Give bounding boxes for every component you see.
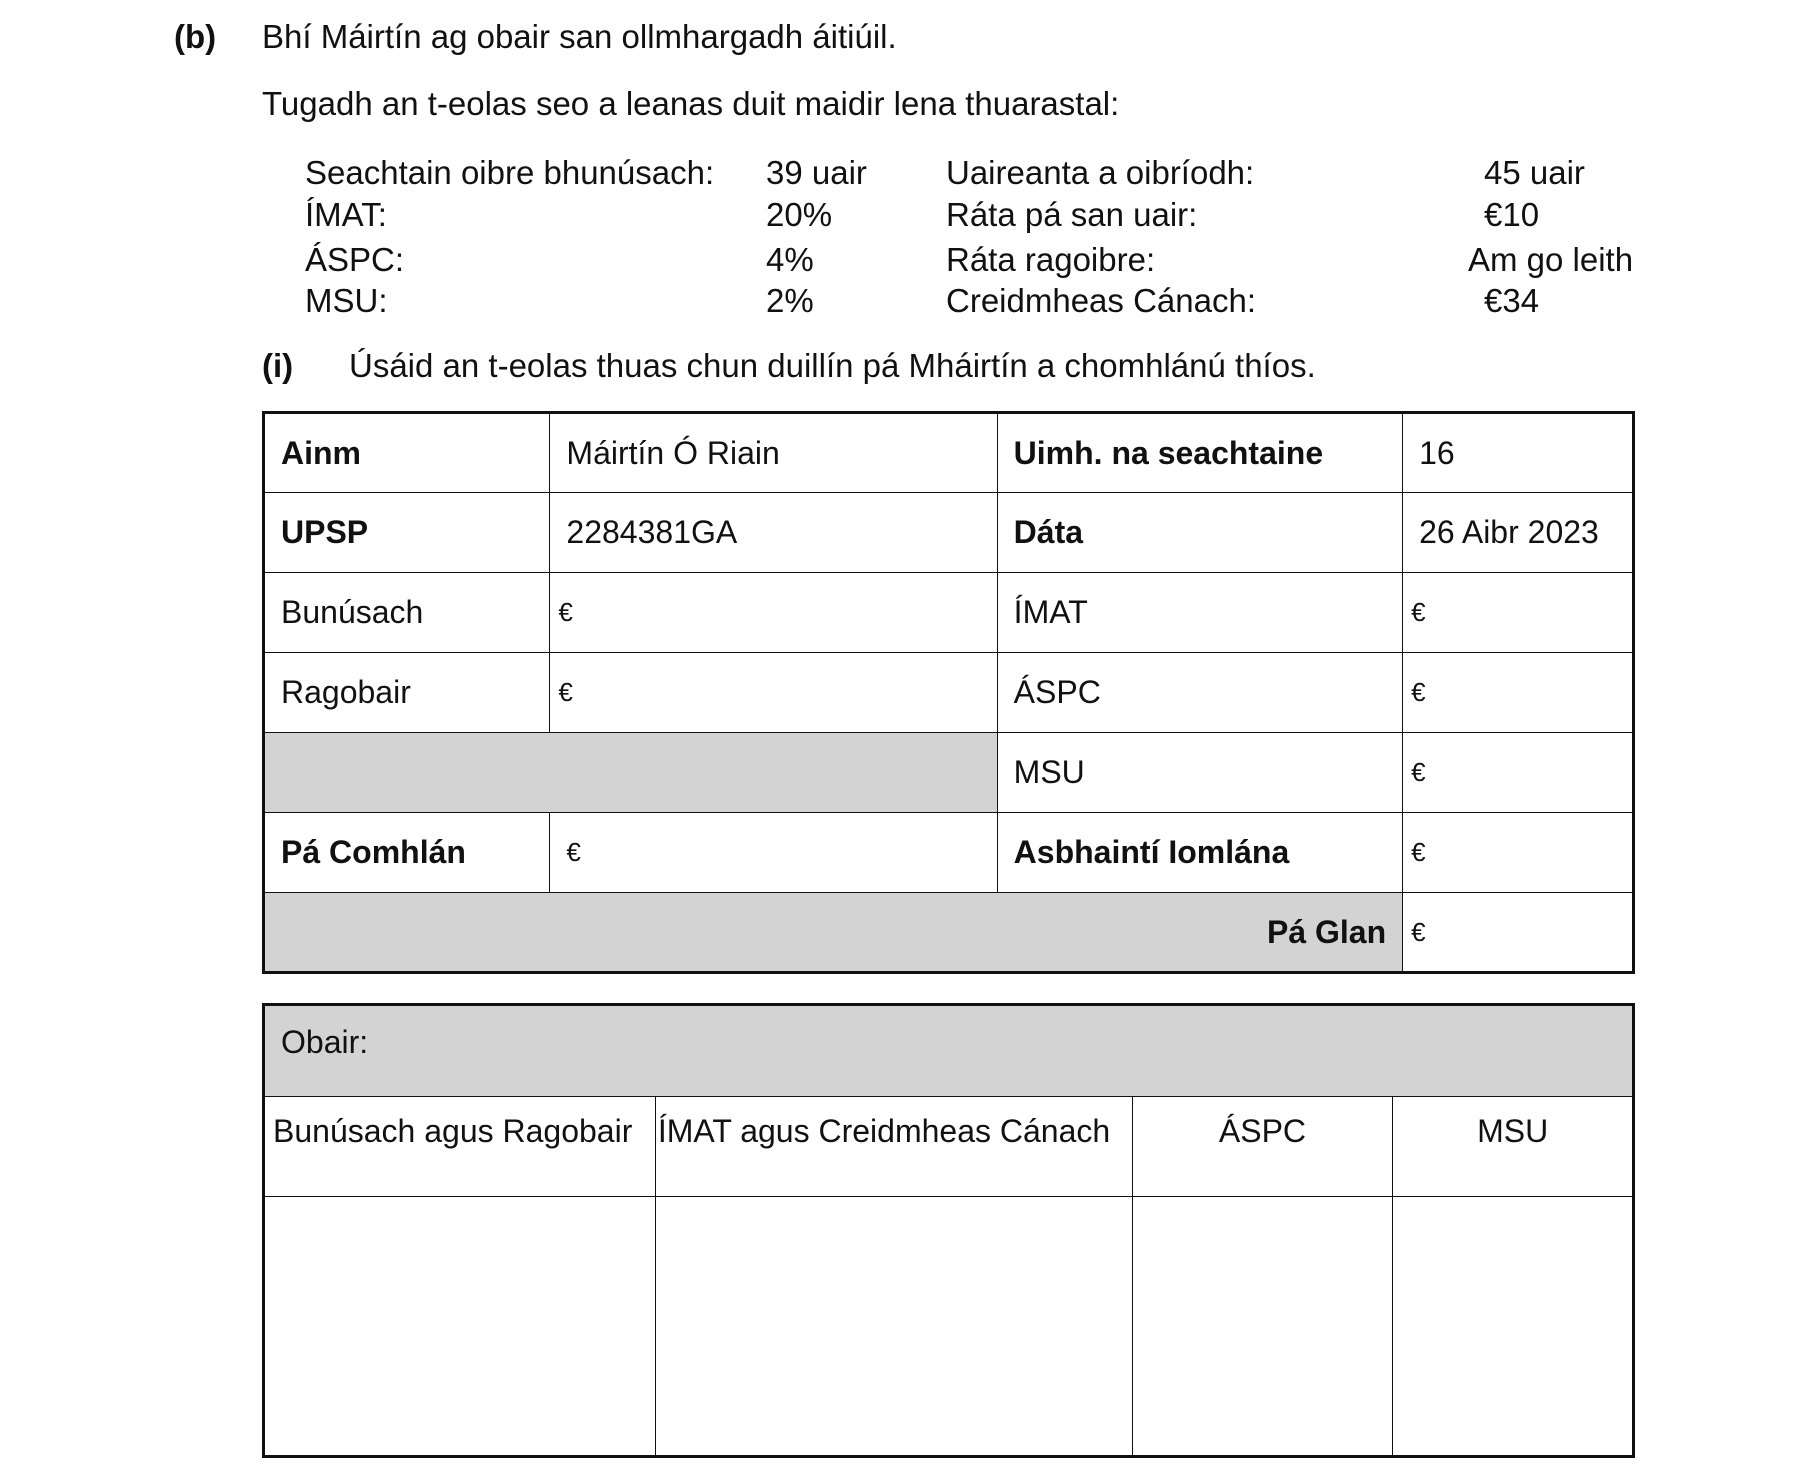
basic-amount-field[interactable]: € xyxy=(550,573,997,653)
given-left-value-3: 2% xyxy=(766,282,814,319)
given-right-label-0: Uaireanta a oibríodh: xyxy=(946,154,1255,191)
paye-amount-field[interactable]: € xyxy=(1403,573,1634,653)
workings-title: Obair: xyxy=(264,1005,1634,1097)
paye-label: ÍMAT xyxy=(997,573,1402,653)
workings-table xyxy=(262,1003,1635,1458)
overtime-label: Ragobair xyxy=(264,653,550,733)
ppsn-value: 2284381GA xyxy=(550,493,997,573)
given-right-label-1: Ráta pá san uair: xyxy=(946,196,1198,233)
payslip-row-gross xyxy=(264,813,1634,893)
name-label: Ainm xyxy=(264,413,550,493)
workings-header-row xyxy=(264,1097,1634,1197)
given-right-value-3: €34 xyxy=(1484,282,1540,319)
given-right-value-2: Am go leith xyxy=(1468,241,1634,278)
workings-col-basic-overtime: Bunúsach agus Ragobair xyxy=(264,1097,656,1197)
question-intro: Bhí Máirtín ag obair san ollmhargadh áitiúil. xyxy=(262,18,897,55)
payslip-row-usc xyxy=(264,733,1634,813)
basic-label: Bunúsach xyxy=(264,573,550,653)
given-intro: Tugadh an t-eolas seo a leanas duit maidir lena thuarastal: xyxy=(262,85,1120,122)
workings-basic-overtime-area[interactable] xyxy=(264,1197,656,1457)
subpart-text: Úsáid an t-eolas thuas chun duillín pá Mháirtín a chomhlánú thíos. xyxy=(349,347,1316,384)
payslip-row-name xyxy=(264,413,1634,493)
payslip-row-ppsn xyxy=(264,493,1634,573)
given-left-value-0: 39 uair xyxy=(766,154,867,191)
workings-col-usc: MSU xyxy=(1393,1097,1634,1197)
part-label: (b) xyxy=(174,18,217,55)
date-value: 26 Aibr 2023 xyxy=(1403,493,1634,573)
given-left-label-3: MSU: xyxy=(305,282,388,319)
payslip-row-overtime xyxy=(264,653,1634,733)
shaded-cell xyxy=(264,733,998,813)
given-left-label-0: Seachtain oibre bhunúsach: xyxy=(305,154,715,191)
given-left-value-1: 20% xyxy=(766,196,833,233)
given-right-value-0: 45 uair xyxy=(1484,154,1585,191)
prsi-amount-field[interactable]: € xyxy=(1403,653,1634,733)
given-left-value-2: 4% xyxy=(766,241,814,278)
given-right-value-1: €10 xyxy=(1484,196,1540,233)
workings-usc-area[interactable] xyxy=(1393,1197,1634,1457)
workings-prsi-area[interactable] xyxy=(1132,1197,1393,1457)
workings-title-row xyxy=(264,1005,1634,1097)
date-label: Dáta xyxy=(997,493,1402,573)
prsi-label: ÁSPC xyxy=(997,653,1402,733)
gross-label: Pá Comhlán xyxy=(264,813,550,893)
given-left-label-1: ÍMAT: xyxy=(305,196,387,233)
workings-paye-credit-area[interactable] xyxy=(655,1197,1132,1457)
week-label: Uimh. na seachtaine xyxy=(997,413,1402,493)
workings-col-paye-credit: ÍMAT agus Creidmheas Cánach xyxy=(655,1097,1132,1197)
given-right-label-2: Ráta ragoibre: xyxy=(946,241,1156,278)
given-left-label-2: ÁSPC: xyxy=(305,241,405,278)
usc-amount-field[interactable]: € xyxy=(1403,733,1634,813)
workings-answer-row xyxy=(264,1197,1634,1457)
week-value: 16 xyxy=(1403,413,1634,493)
payslip-table xyxy=(262,411,1635,974)
usc-label: MSU xyxy=(997,733,1402,813)
subpart-label: (i) xyxy=(262,347,294,384)
workings-col-prsi: ÁSPC xyxy=(1132,1097,1393,1197)
net-label: Pá Glan xyxy=(264,893,1403,973)
given-right-label-3: Creidmheas Cánach: xyxy=(946,282,1256,319)
overtime-amount-field[interactable]: € xyxy=(550,653,997,733)
payslip-row-basic xyxy=(264,573,1634,653)
payslip-row-net xyxy=(264,893,1634,973)
name-value: Máirtín Ó Riain xyxy=(550,413,997,493)
total-deductions-label: Asbhaintí Iomlána xyxy=(997,813,1402,893)
ppsn-label: UPSP xyxy=(264,493,550,573)
total-deductions-amount-field[interactable]: € xyxy=(1403,813,1634,893)
gross-amount-field[interactable]: € xyxy=(550,813,997,893)
net-amount-field[interactable]: € xyxy=(1403,893,1634,973)
